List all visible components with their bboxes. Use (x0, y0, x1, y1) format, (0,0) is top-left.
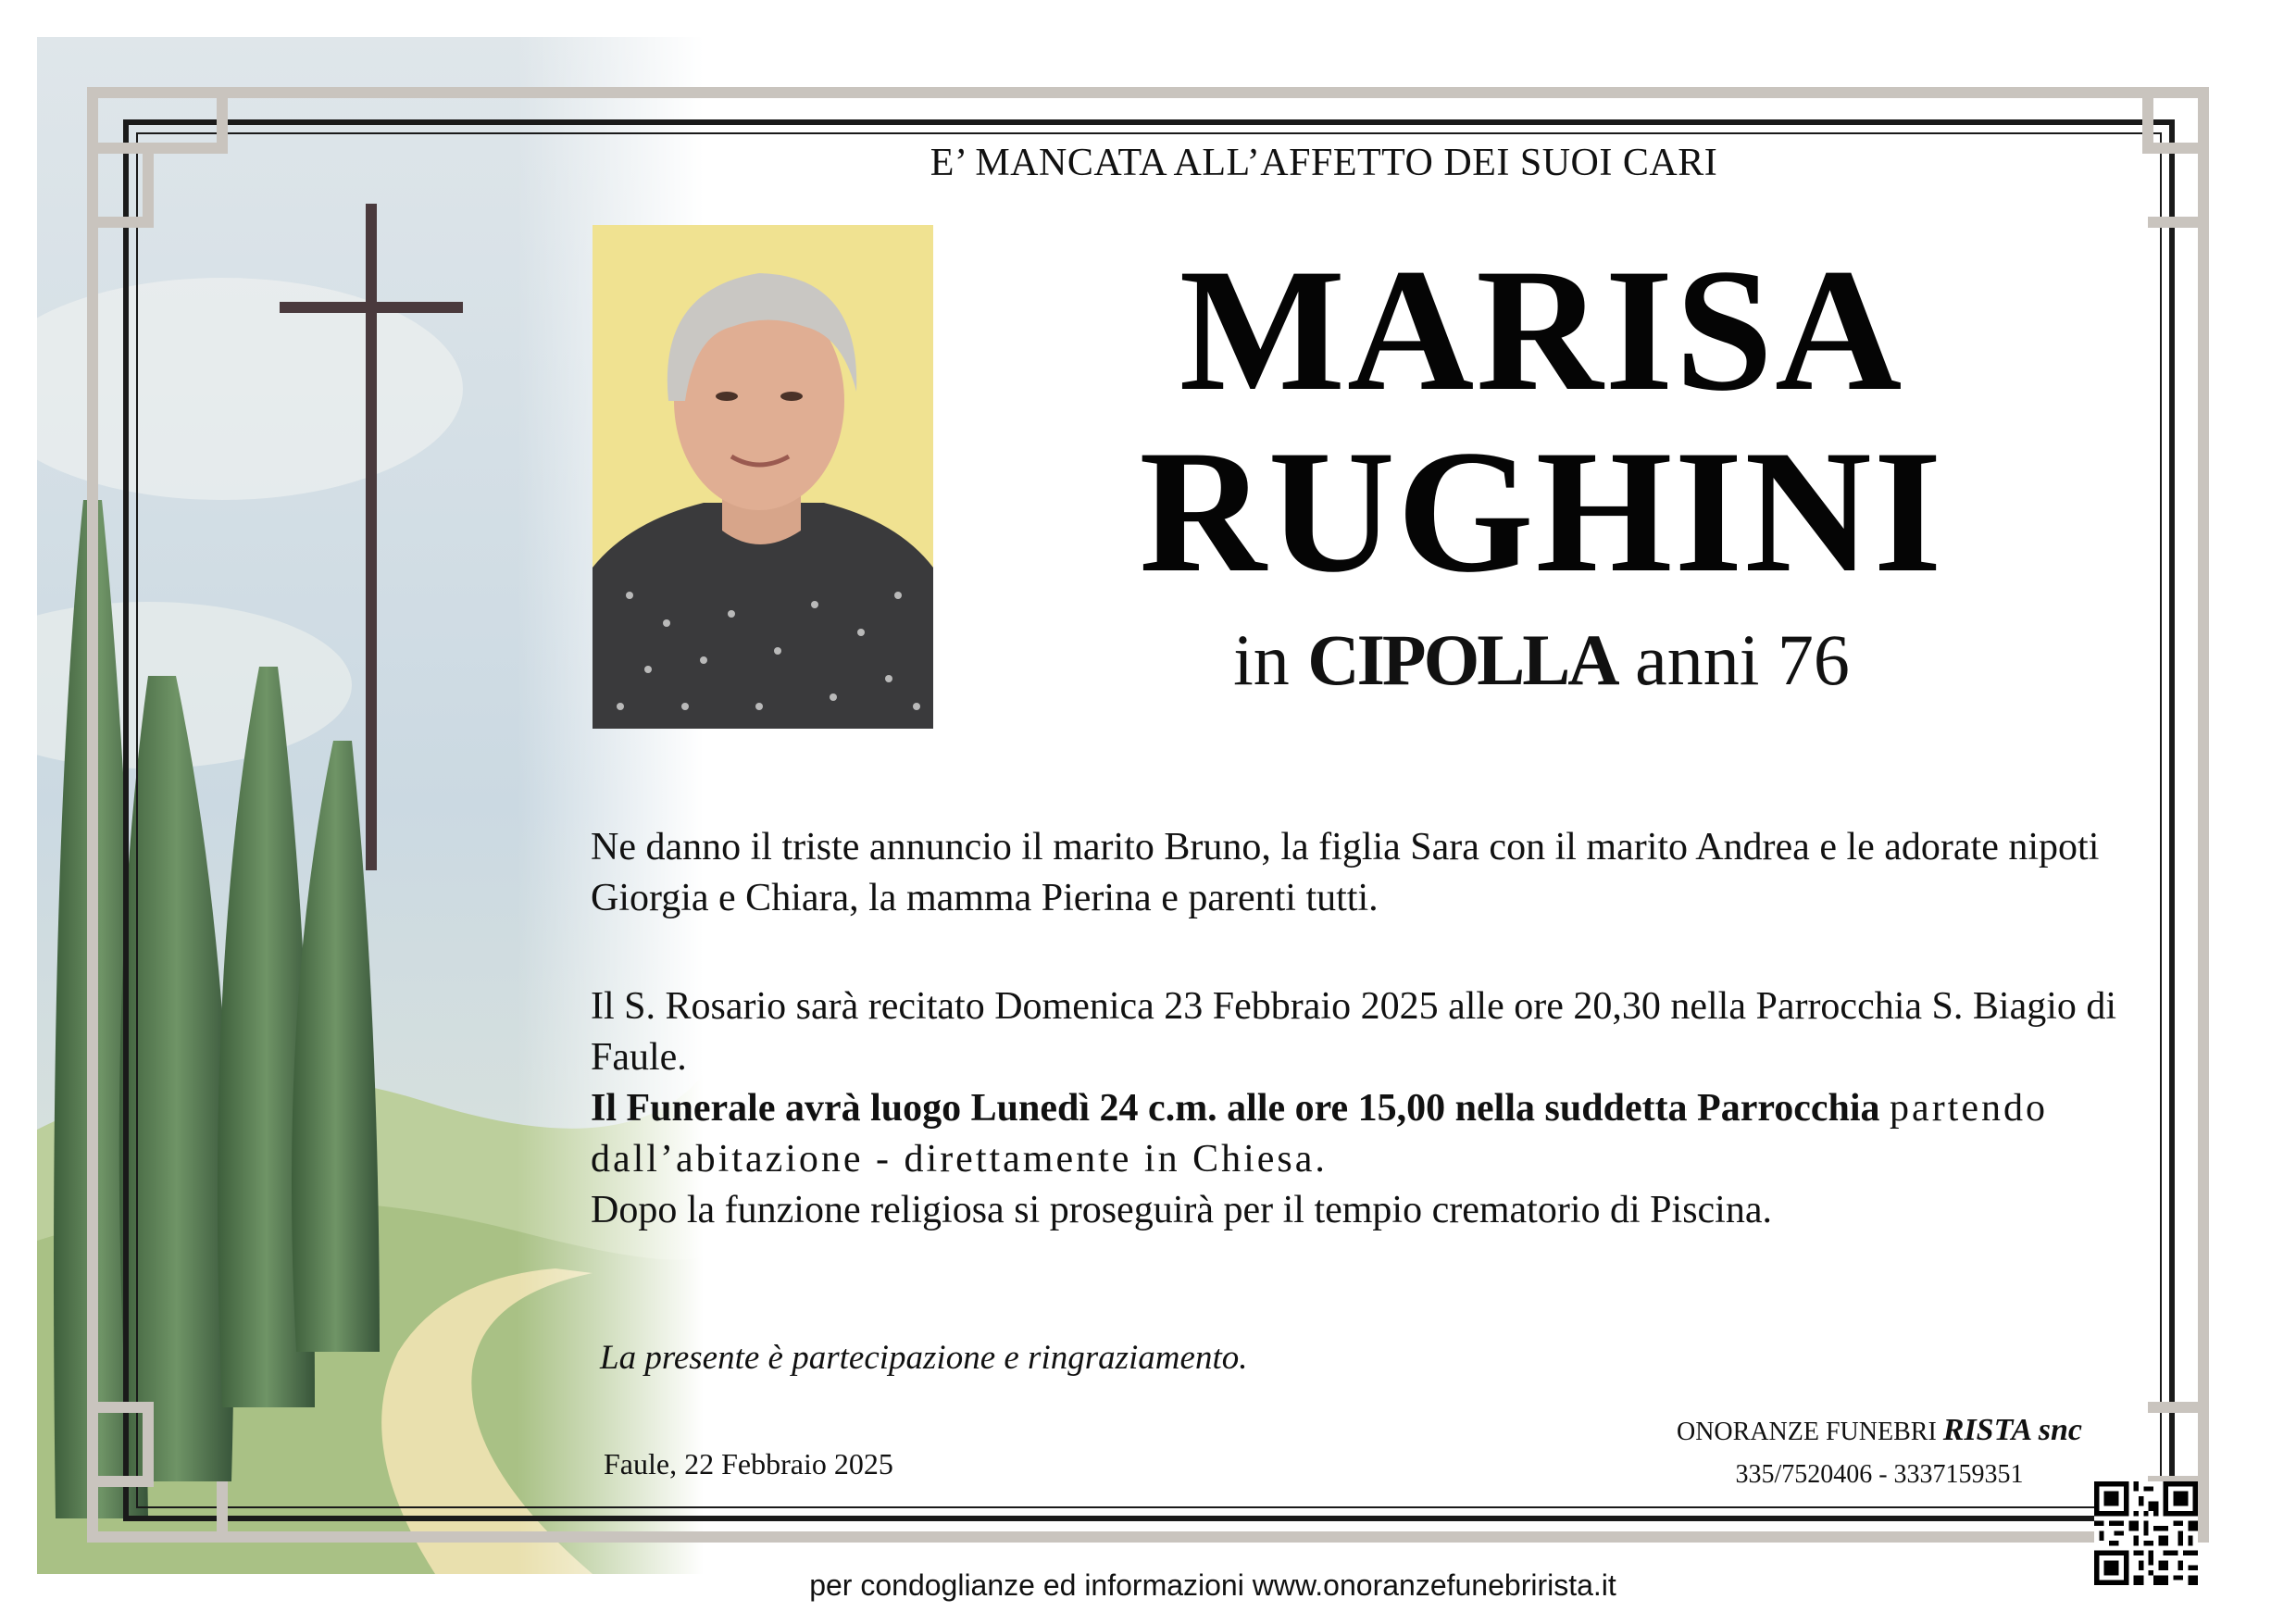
condolences-footer: per condoglianze ed informazioni www.onoranzefunebrirista.it (809, 1568, 1616, 1602)
thanks-note: La presente è partecipazione e ringraziamento. (600, 1339, 1248, 1377)
rosary-text: Il S. Rosario sarà recitato Domenica 23 Febbraio 2025 alle ore 20,30 nella Parrocchia S. Biagio di Faule. (591, 985, 2117, 1079)
family-announcement-paragraph: Ne danno il triste annuncio il marito Bruno, la figlia Sara con il marito Andrea e le adorate nipoti Giorgia e Chiara, la mamma Pierina e parenti tutti. (591, 826, 2100, 919)
funeral-agency (1574, 1409, 2185, 1496)
cremation-text: Dopo la funzione religiosa si proseguirà per il tempio crematorio di Piscina. (591, 1189, 1772, 1231)
agency-name: RISTA snc (1942, 1413, 2083, 1447)
service-details (591, 981, 2146, 1236)
announcement-heading: E’ MANCATA ALL’AFFETTO DEI SUOI CARI (930, 142, 1718, 184)
funeral-bold-text: Il Funerale avrà luogo Lunedì 24 c.m. alle ore 15,00 nella suddetta Parrocchia (591, 1087, 1880, 1130)
funeral-rest-text: partendo dall’abitazione - direttamente in Chiesa. (591, 1087, 2048, 1181)
qr-code-icon[interactable] (2094, 1481, 2198, 1585)
age-text: anni 76 (1635, 619, 1850, 700)
funeral-text (591, 1083, 2146, 1185)
agency-prefix: ONORANZE FUNEBRI (1676, 1418, 1937, 1446)
deceased-last-name: RUGHINI (1139, 415, 1944, 609)
married-name-and-age (1074, 618, 2009, 702)
married-surname: CIPOLLA (1307, 619, 1617, 700)
place-date: Faule, 22 Febbraio 2025 (604, 1447, 893, 1480)
deceased-first-name: MARISA (1179, 233, 1904, 428)
married-prefix: in (1233, 619, 1290, 700)
agency-phones: 335/7520406 - 3337159351 (1735, 1460, 2024, 1489)
deceased-portrait-photo (593, 225, 933, 729)
